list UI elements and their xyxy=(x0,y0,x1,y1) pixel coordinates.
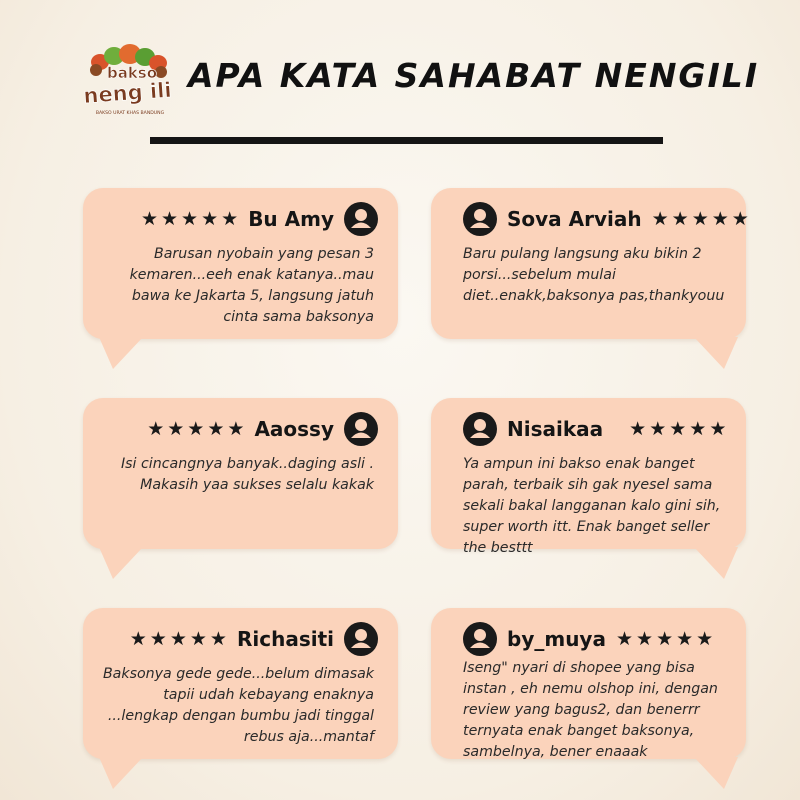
star-icon: ★ xyxy=(149,627,167,650)
star-icon: ★ xyxy=(161,207,179,230)
speech-tail xyxy=(99,337,143,369)
logo-tagline: BAKSO URAT KHAS BANDUNG xyxy=(95,111,165,116)
logo-word-neng-ili: neng ili xyxy=(82,77,173,109)
page-title: APA KATA SAHABAT NENGILI xyxy=(188,56,760,95)
star-icon: ★ xyxy=(676,627,694,650)
star-icon: ★ xyxy=(209,627,227,650)
star-icon: ★ xyxy=(669,417,687,440)
user-avatar-icon xyxy=(344,202,378,236)
star-icon: ★ xyxy=(689,417,707,440)
rating-stars xyxy=(615,627,714,650)
rating-stars xyxy=(140,207,239,230)
review-text: Isi cincangnya banyak..daging asli . Makasih yaa sukses selalu kakak xyxy=(120,456,374,493)
review-header xyxy=(463,412,726,446)
star-icon: ★ xyxy=(709,417,727,440)
bakso-neng-ili-logo xyxy=(80,42,176,122)
star-icon: ★ xyxy=(187,417,205,440)
star-icon: ★ xyxy=(167,417,185,440)
review-card-aaossy xyxy=(83,398,398,549)
star-icon: ★ xyxy=(221,207,239,230)
review-text: Barusan nyobain yang pesan 3 kemaren...eeh enak katanya..mau bawa ke Jakarta 5, langsung jatuh cinta sama baksonya xyxy=(129,246,374,325)
star-icon: ★ xyxy=(207,417,225,440)
user-avatar-icon xyxy=(344,412,378,446)
star-icon: ★ xyxy=(147,417,165,440)
speech-tail xyxy=(99,757,143,789)
reviewer-name: Sova Arviah xyxy=(507,207,642,231)
star-icon: ★ xyxy=(629,417,647,440)
review-card-bu-amy xyxy=(83,188,398,339)
review-card-nisaikaa xyxy=(431,398,746,556)
star-icon: ★ xyxy=(181,207,199,230)
user-avatar-icon xyxy=(463,202,497,236)
star-icon: ★ xyxy=(691,207,709,230)
star-icon: ★ xyxy=(636,627,654,650)
star-icon: ★ xyxy=(731,207,749,230)
star-icon: ★ xyxy=(656,627,674,650)
star-icon: ★ xyxy=(615,627,634,650)
review-header xyxy=(147,412,378,446)
star-icon: ★ xyxy=(129,627,147,650)
review-header xyxy=(130,622,378,656)
star-icon: ★ xyxy=(201,207,219,230)
review-card-richasiti xyxy=(83,608,398,759)
review-card-by-muya xyxy=(431,608,746,759)
reviewer-name: by_muya xyxy=(507,627,606,651)
speech-tail xyxy=(99,547,143,579)
rating-stars xyxy=(629,417,727,440)
review-header xyxy=(141,202,378,236)
rating-stars xyxy=(651,207,749,230)
star-icon: ★ xyxy=(189,627,207,650)
reviewer-name: Nisaikaa xyxy=(507,417,604,441)
rating-stars xyxy=(129,627,227,650)
title-underline xyxy=(150,137,663,144)
reviewer-name: Bu Amy xyxy=(248,207,334,231)
user-avatar-icon xyxy=(463,412,497,446)
review-text: Iseng" nyari di shopee yang bisa instan , eh nemu olshop ini, dengan review yang bagus2, dan benerrr ternyata enak banget baksonya, sambelnya, bener enaaak xyxy=(463,660,718,760)
user-avatar-icon xyxy=(344,622,378,656)
review-text: Baru pulang langsung aku bikin 2 porsi...sebelum mulai diet..enakk,baksonya pas,thankyouu xyxy=(463,246,725,304)
logo-word-bakso: bakso xyxy=(106,64,158,82)
star-icon: ★ xyxy=(671,207,689,230)
speech-tail xyxy=(694,337,738,369)
star-icon: ★ xyxy=(227,417,245,440)
reviewer-name: Aaossy xyxy=(254,417,334,441)
review-card-sova-arviah xyxy=(431,188,749,339)
review-text: Ya ampun ini bakso enak banget parah, terbaik sih gak nyesel sama sekali bakal langganan kalo gini sih, super worth itt. Enak banget seller the besttt xyxy=(463,456,721,556)
star-icon: ★ xyxy=(169,627,187,650)
review-text: Baksonya gede gede...belum dimasak tapii udah kebayang enaknya ...lengkap dengan bumbu jadi tinggal rebus aja...mantaf xyxy=(102,666,374,745)
user-avatar-icon xyxy=(463,622,497,656)
star-icon: ★ xyxy=(711,207,729,230)
star-icon: ★ xyxy=(649,417,667,440)
review-header xyxy=(463,202,749,236)
star-icon: ★ xyxy=(696,627,714,650)
rating-stars xyxy=(147,417,245,440)
reviewer-name: Richasiti xyxy=(236,627,334,651)
review-header xyxy=(463,622,713,656)
star-icon: ★ xyxy=(651,207,669,230)
star-icon: ★ xyxy=(140,207,158,230)
